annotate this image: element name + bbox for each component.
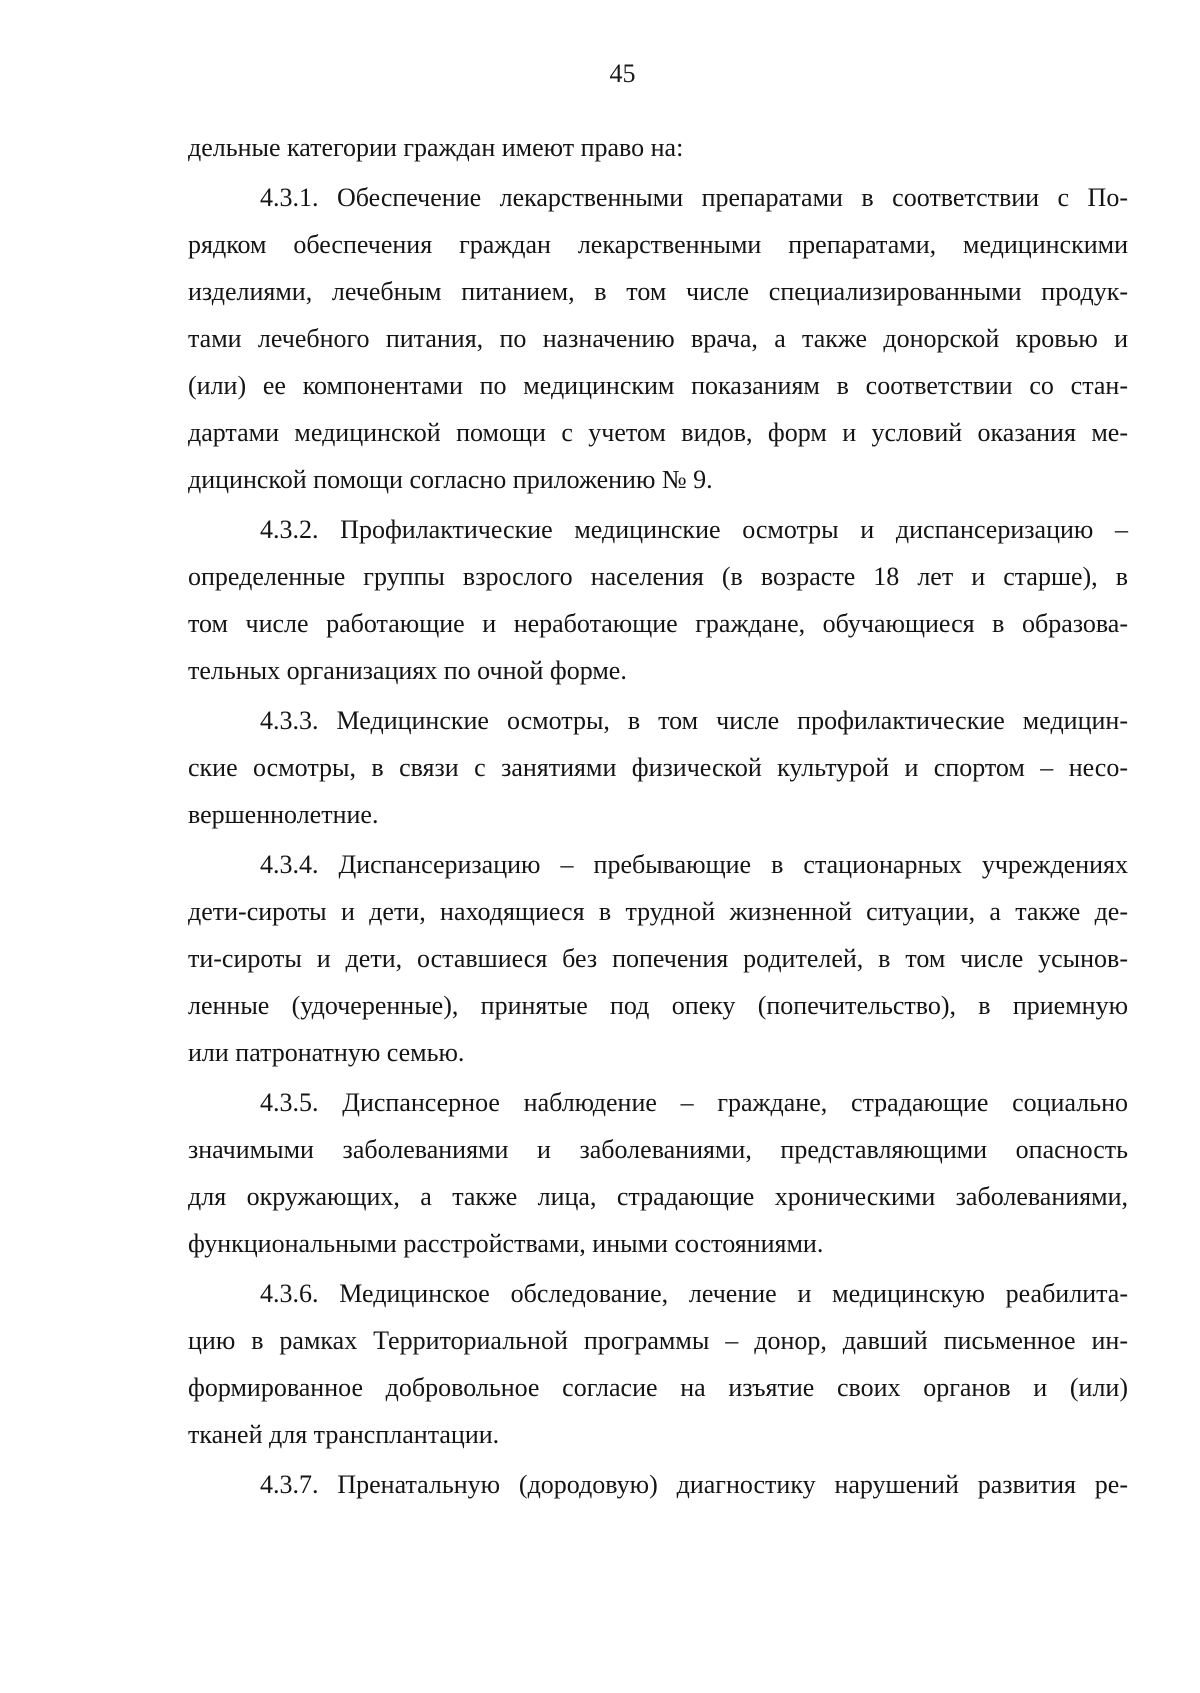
text-line: 4.3.3. Медицинские осмотры, в том числе профилактические медицин-: [260, 706, 1128, 735]
paragraph-4-3-6: [188, 1270, 1128, 1458]
text-line: 4.3.7. Пренатальную (дородовую) диагностику нарушений развития ре-: [260, 1470, 1128, 1499]
text-line: цию в рамках Территориальной программы – донор, давший письменное ин-: [188, 1326, 1128, 1355]
text-line: (или) ее компонентами по медицинским показаниям в соответствии со стан-: [188, 371, 1128, 400]
text-line: или патронатную семью.: [188, 1038, 465, 1067]
text-line: ленные (удочеренные), принятые под опеку (попечительство), в приемную: [188, 991, 1128, 1020]
text-line: функциональными расстройствами, иными состояниями.: [188, 1229, 824, 1258]
text-line: для окружающих, а также лица, страдающие хроническими заболеваниями,: [188, 1182, 1128, 1211]
paragraph-4-3-2: [188, 506, 1128, 694]
text-line: том числе работающие и неработающие граждане, обучающиеся в образова-: [188, 609, 1128, 638]
paragraph-4-3-7: [188, 1461, 1128, 1508]
document-body: [188, 124, 1128, 1508]
text-line: 4.3.2. Профилактические медицинские осмотры и диспансеризацию –: [260, 515, 1128, 544]
text-line: дицинской помощи согласно приложению № 9.: [188, 465, 713, 494]
text-line: 4.3.6. Медицинское обследование, лечение и медицинскую реабилита-: [260, 1279, 1128, 1308]
text-line: тканей для трансплантации.: [188, 1420, 500, 1449]
text-line: 4.3.5. Диспансерное наблюдение – граждане, страдающие социально: [260, 1088, 1128, 1117]
text-line: формированное добровольное согласие на изъятие своих органов и (или): [188, 1373, 1128, 1402]
text-line: дартами медицинской помощи с учетом видов, форм и условий оказания ме-: [188, 418, 1128, 447]
text-line: ти-сироты и дети, оставшиеся без попечения родителей, в том числе усынов-: [188, 944, 1128, 973]
text-line: дети-сироты и дети, находящиеся в трудной жизненной ситуации, а также де-: [188, 897, 1128, 926]
text-line: ские осмотры, в связи с занятиями физической культурой и спортом – несо-: [188, 753, 1128, 782]
text-line: тами лечебного питания, по назначению врача, а также донорской кровью и: [188, 324, 1128, 353]
page-number: 45: [609, 59, 636, 88]
text-line: 4.3.1. Обеспечение лекарственными препаратами в соответствии с По-: [260, 183, 1128, 212]
text-line: тельных организациях по очной форме.: [188, 656, 627, 685]
text-line: изделиями, лечебным питанием, в том числе специализированными продук-: [188, 277, 1128, 306]
paragraph-intro: [188, 124, 1128, 171]
paragraph-4-3-4: [188, 841, 1128, 1076]
text-line: 4.3.4. Диспансеризацию – пребывающие в стационарных учреждениях: [260, 850, 1128, 879]
paragraph-4-3-1: [188, 174, 1128, 503]
text-line: вершеннолетние.: [188, 800, 379, 829]
paragraph-4-3-3: [188, 697, 1128, 838]
paragraph-4-3-5: [188, 1079, 1128, 1267]
text-line: значимыми заболеваниями и заболеваниями, представляющими опасность: [188, 1135, 1128, 1164]
text-line: дельные категории граждан имеют право на:: [188, 133, 684, 162]
text-line: рядком обеспечения граждан лекарственными препаратами, медицинскими: [188, 230, 1128, 259]
text-line: определенные группы взрослого населения (в возрасте 18 лет и старше), в: [188, 562, 1128, 591]
